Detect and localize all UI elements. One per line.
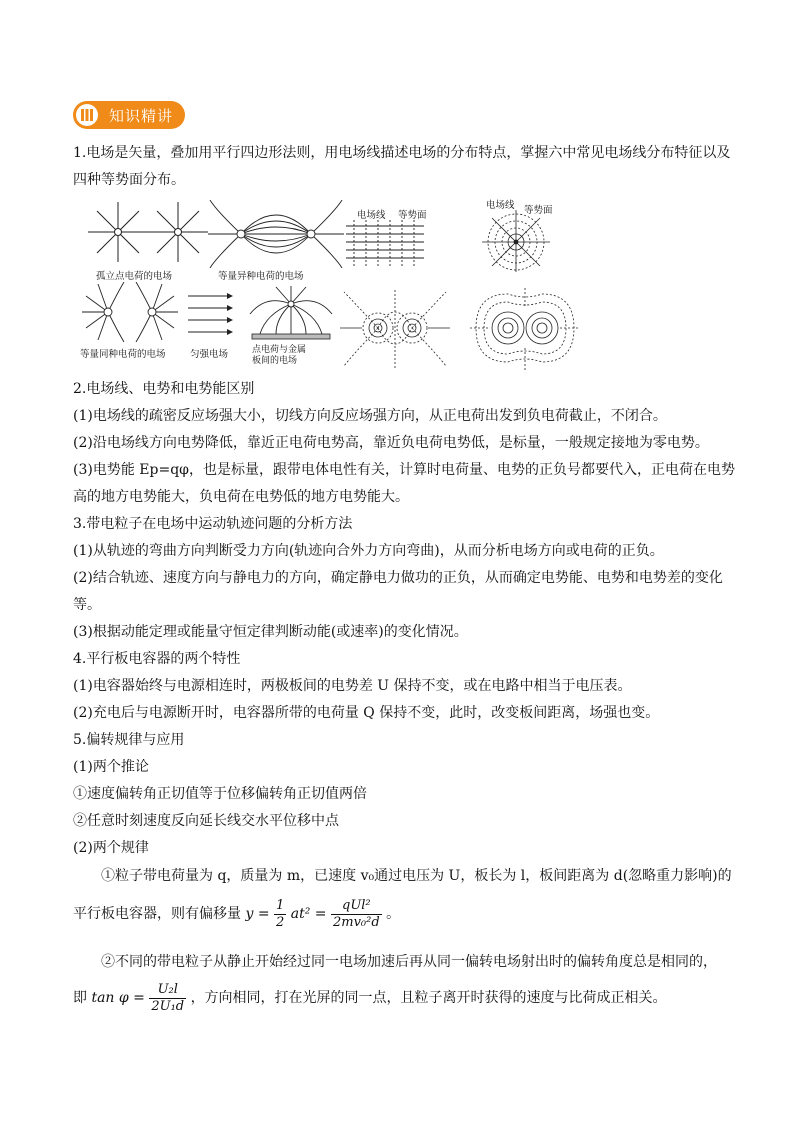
- figure-opposite-charges: [206, 200, 346, 268]
- section4-heading: 4.平行板电容器的两个特性: [73, 651, 241, 667]
- figure-point-equipotential: [478, 206, 568, 272]
- section5-law2-formula-line: [73, 980, 667, 1016]
- figure-same-equipotential: [470, 288, 580, 370]
- formula-y: y: [245, 906, 254, 922]
- fraction-tan-den: 2U₁d: [151, 998, 185, 1014]
- label-field-line-2: 电场线: [486, 200, 515, 211]
- fraction-half: [274, 898, 286, 931]
- section5-law1-formula-line: [73, 896, 400, 932]
- fraction-half-num: 1: [276, 897, 285, 913]
- fraction-tan: [149, 982, 186, 1015]
- section-title: 知识精讲: [109, 107, 174, 125]
- figure-uniform-grid: [344, 220, 444, 268]
- label-equipotential: 等势面: [398, 210, 427, 221]
- figure-isolated-charges: [78, 200, 208, 268]
- figure-charge-plate: [246, 284, 336, 344]
- section2-item2: (2)沿电场线方向电势降低，靠近正电荷电势高，靠近负电荷电势低，是标量，一般规定接地为零电势。: [73, 435, 709, 451]
- section5-law1-line1: ①粒子带电荷量为 q，质量为 m，已速度 v₀通过电压为 U，板长为 l，板间距离为 d(忽略重力影响)的: [101, 868, 732, 884]
- caption-isolated: 孤立点电荷的电场: [96, 271, 173, 282]
- section3-item2-line1: (2)结合轨迹、速度方向与静电力的方向，确定静电力做功的正负，从而确定电势能、电势和电势差的变化: [73, 570, 723, 586]
- section2-item3-line1: (3)电势能 Ep=qφ，也是标量，跟带电体电性有关，计算时电荷量、电势的正负号都要代入，正电荷在电势: [73, 462, 735, 478]
- section2-item1: (1)电场线的疏密反应场强大小，切线方向反应场强方向，从正电荷出发到负电荷截止，不闭合。: [73, 408, 667, 424]
- section3-item3: (3)根据动能定理或能量守恒定律判断动能(或速率)的变化情况。: [73, 624, 468, 640]
- formula-equals-2: =: [314, 906, 327, 922]
- fraction-tan-num: U₂l: [149, 982, 186, 999]
- law1-end: 。: [386, 906, 401, 922]
- section1-line2: 四种等势面分布。: [73, 172, 185, 188]
- section5-sub1: (1)两个推论: [73, 759, 149, 775]
- section2-heading: 2.电场线、电势和电势能区别: [73, 381, 255, 397]
- section4-item1: (1)电容器始终与电源相连时，两极板间的电势差 U 保持不变，或在电路中相当于电压表。: [73, 678, 632, 694]
- label-equipotential-2: 等势面: [524, 205, 553, 216]
- formula-equals: =: [257, 906, 270, 922]
- caption-plate-line1: 点电荷与金属: [252, 345, 307, 355]
- section5-sub2: (2)两个规律: [73, 840, 149, 856]
- caption-plate-line2: 板间的电场: [252, 356, 298, 366]
- section3-item1: (1)从轨迹的弯曲方向判断受力方向(轨迹向合外力方向弯曲)，从而分析电场方向或电荷的正负。: [73, 543, 664, 559]
- fraction-deflection-den: 2mv₀²d: [332, 914, 380, 930]
- fraction-half-den: 2: [276, 914, 285, 930]
- caption-opposite: 等量异种电荷的电场: [218, 271, 304, 282]
- section-badge: [73, 101, 185, 129]
- section3-heading: 3.带电粒子在电场中运动轨迹问题的分析方法: [73, 516, 353, 532]
- section2-item3-line2: 高的地方电势能大，负电荷在电势低的地方电势能大。: [73, 489, 409, 505]
- section5-inference1: ①速度偏转角正切值等于位移偏转角正切值两倍: [73, 786, 367, 802]
- label-field-line: 电场线: [357, 210, 386, 221]
- fraction-deflection: [331, 898, 382, 931]
- section3-item2-line2: 等。: [73, 597, 101, 613]
- law1-prefix: 平行板电容器，则有偏移量: [73, 906, 241, 922]
- section1-line1: 1.电场是矢量，叠加用平行四边形法则，用电场线描述电场的分布特点，掌握六中常见电场线分布特征以及: [73, 145, 731, 161]
- section5-heading: 5.偏转规律与应用: [73, 732, 185, 748]
- section5-inference2: ②任意时刻速度反向延长线交水平位移中点: [73, 813, 339, 829]
- caption-same: 等量同种电荷的电场: [80, 349, 166, 360]
- section5-law2-line1: ②不同的带电粒子从静止开始经过同一电场加速后再从同一偏转电场射出时的偏转角度总是相同的，: [101, 954, 717, 970]
- figure-uniform-field: [186, 290, 236, 336]
- formula-at2: at²: [290, 906, 311, 922]
- book-icon: [76, 104, 98, 126]
- fraction-deflection-num: qUl²: [331, 898, 382, 915]
- law2-prefix: 即: [73, 990, 87, 1006]
- section4-item2: (2)充电后与电源断开时，电容器所带的电荷量 Q 保持不变，此时，改变板间距离，场强也变。: [73, 705, 660, 721]
- caption-uniform: 匀强电场: [190, 349, 229, 360]
- figure-same-charges: [80, 282, 180, 344]
- figure-opposite-equipotential: [340, 288, 450, 370]
- formula-tan: tan φ =: [91, 990, 145, 1006]
- law2-suffix: ，方向相同，打在光屏的同一点，且粒子离开时获得的速度与比荷成正相关。: [190, 990, 667, 1006]
